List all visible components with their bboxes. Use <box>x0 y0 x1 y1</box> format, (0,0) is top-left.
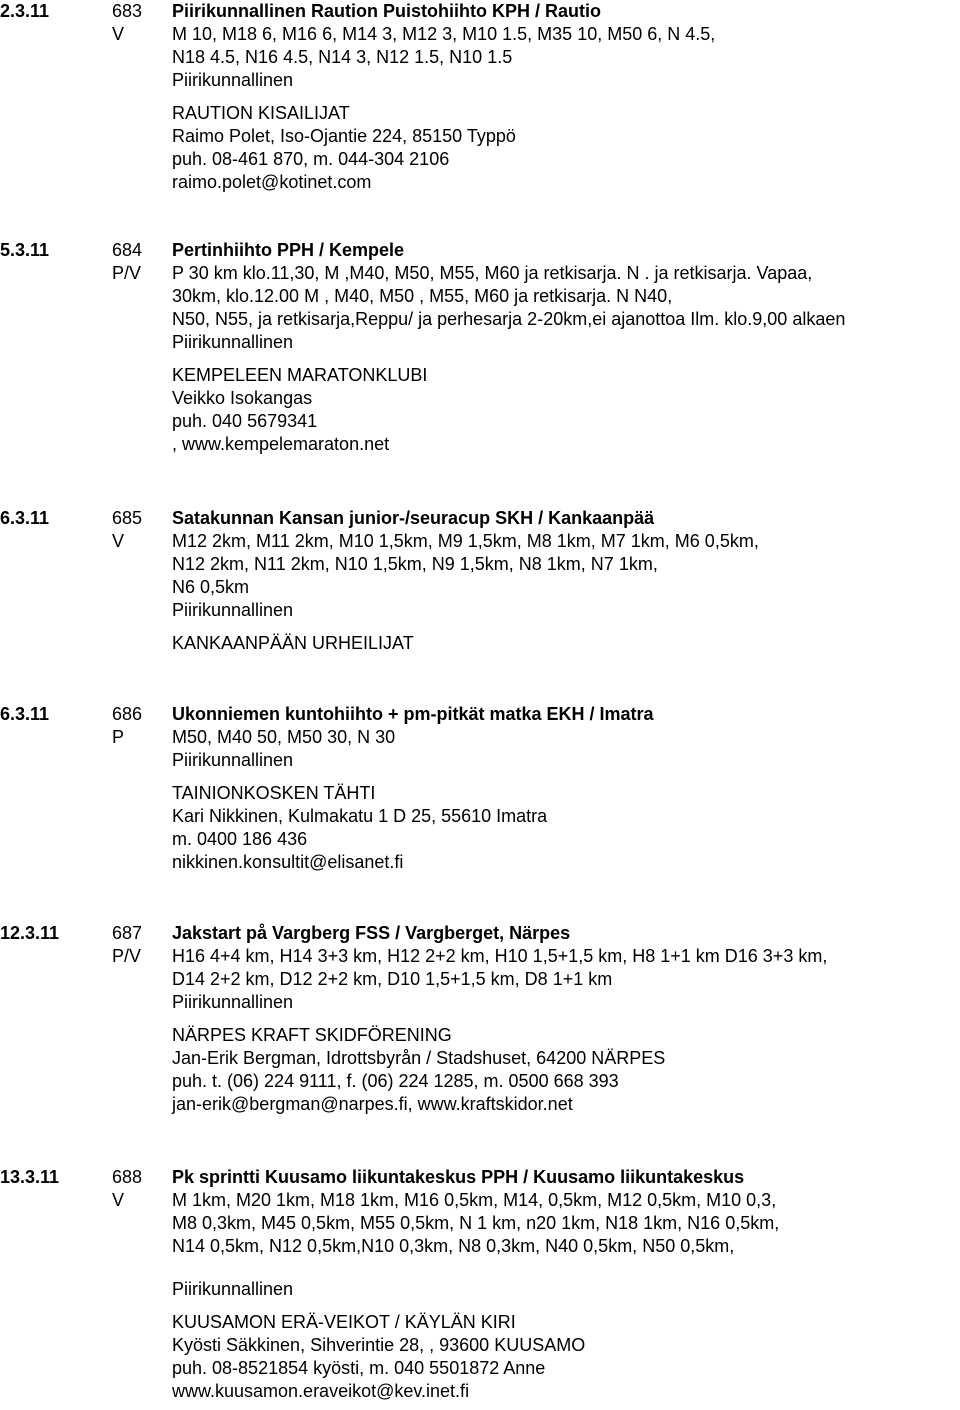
event-date: 6.3.11 <box>0 704 50 724</box>
event-level: Piirikunnallinen <box>172 70 294 90</box>
event-organizer: RAUTION KISAILIJAT <box>172 103 350 123</box>
event-number: 688 <box>112 1167 143 1187</box>
event-organizer: KUUSAMON ERÄ-VEIKOT / KÄYLÄN KIRI <box>172 1312 516 1332</box>
event-contact-line: nikkinen.konsultit@elisanet.fi <box>172 852 404 872</box>
event-contact-line: jan-erik@bergman@narpes.fi, www.kraftskidor.net <box>172 1094 573 1114</box>
event-date: 5.3.11 <box>0 240 50 260</box>
event-level: Piirikunnallinen <box>172 1279 294 1299</box>
event-contact-line: puh. 08-8521854 kyösti, m. 040 5501872 Anne <box>172 1358 546 1378</box>
event-number: 687 <box>112 923 143 943</box>
event-style-code: V <box>112 24 125 44</box>
event-details <box>172 703 960 874</box>
event-classes-line: M8 0,3km, M45 0,5km, M55 0,5km, N 1 km, n20 1km, N18 1km, N16 0,5km, <box>172 1213 780 1233</box>
event-contact-line: Jan-Erik Bergman, Idrottsbyrån / Stadshuset, 64200 NÄRPES <box>172 1048 666 1068</box>
event-contact-line: www.kuusamon.eraveikot@kev.inet.fi <box>172 1381 470 1401</box>
event-classes-line: M 1km, M20 1km, M18 1km, M16 0,5km, M14, 0,5km, M12 0,5km, M10 0,3, <box>172 1190 777 1210</box>
event-details <box>172 0 960 194</box>
event-classes-line: N50, N55, ja retkisarja,Reppu/ ja perhesarja 2-20km,ei ajanottoa Ilm. klo.9,00 alkaen <box>172 309 846 329</box>
event-title: Ukonniemen kuntohiihto + pm-pitkät matka EKH / Imatra <box>172 704 654 724</box>
event-date: 2.3.11 <box>0 1 50 21</box>
event-classes-line: N18 4.5, N16 4.5, N14 3, N12 1.5, N10 1.5 <box>172 47 513 67</box>
event-number: 686 <box>112 704 143 724</box>
event-style-code: V <box>112 1190 125 1210</box>
event-title: Satakunnan Kansan junior-/seuracup SKH / Kankaanpää <box>172 508 655 528</box>
event-details <box>172 922 960 1116</box>
event-contact-line: , www.kempelemaraton.net <box>172 434 390 454</box>
event-date: 6.3.11 <box>0 508 50 528</box>
event-contact-line: Raimo Polet, Iso-Ojantie 224, 85150 Typpö <box>172 126 516 146</box>
event-number: 683 <box>112 1 143 21</box>
event-contact-line: puh. t. (06) 224 9111, f. (06) 224 1285, m. 0500 668 393 <box>172 1071 619 1091</box>
event-details <box>172 239 960 456</box>
event-contact-line: Kyösti Säkkinen, Sihverintie 28, , 93600 KUUSAMO <box>172 1335 586 1355</box>
event-classes-line: N12 2km, N11 2km, N10 1,5km, N9 1,5km, N8 1km, N7 1km, <box>172 554 658 574</box>
event-contact-line: m. 0400 186 436 <box>172 829 308 849</box>
event-level: Piirikunnallinen <box>172 600 294 620</box>
event-details <box>172 1166 960 1403</box>
event-date: 12.3.11 <box>0 923 60 943</box>
event-details <box>172 507 960 655</box>
event-classes-line: N6 0,5km <box>172 577 250 597</box>
event-classes-line: 30km, klo.12.00 M , M40, M50 , M55, M60 ja retkisarja. N N40, <box>172 286 673 306</box>
event-number: 685 <box>112 508 143 528</box>
event-organizer: KEMPELEEN MARATONKLUBI <box>172 365 428 385</box>
event-contact-line: puh. 08-461 870, m. 044-304 2106 <box>172 149 450 169</box>
event-contact-line: raimo.polet@kotinet.com <box>172 172 372 192</box>
event-level: Piirikunnallinen <box>172 332 294 352</box>
event-title: Piirikunnallinen Raution Puistohiihto KPH / Rautio <box>172 1 602 21</box>
event-contact-line: puh. 040 5679341 <box>172 411 318 431</box>
event-organizer: NÄRPES KRAFT SKIDFÖRENING <box>172 1025 452 1045</box>
event-contact-line: Veikko Isokangas <box>172 388 313 408</box>
event-organizer: KANKAANPÄÄN URHEILIJAT <box>172 633 414 653</box>
event-classes-line: M 10, M18 6, M16 6, M14 3, M12 3, M10 1.5, M35 10, M50 6, N 4.5, <box>172 24 716 44</box>
event-number: 684 <box>112 240 143 260</box>
event-date: 13.3.11 <box>0 1167 60 1187</box>
event-classes-line: P 30 km klo.11,30, M ,M40, M50, M55, M60 ja retkisarja. N . ja retkisarja. Vapaa, <box>172 263 813 283</box>
event-style-code: P/V <box>112 946 142 966</box>
event-classes-line: N14 0,5km, N12 0,5km,N10 0,3km, N8 0,3km, N40 0,5km, N50 0,5km, <box>172 1236 735 1256</box>
event-classes-line: M12 2km, M11 2km, M10 1,5km, M9 1,5km, M8 1km, M7 1km, M6 0,5km, <box>172 531 759 551</box>
event-contact-line: Kari Nikkinen, Kulmakatu 1 D 25, 55610 Imatra <box>172 806 548 826</box>
event-title: Pertinhiihto PPH / Kempele <box>172 240 405 260</box>
event-classes-line: H16 4+4 km, H14 3+3 km, H12 2+2 km, H10 1,5+1,5 km, H8 1+1 km D16 3+3 km, <box>172 946 828 966</box>
event-style-code: P <box>112 727 125 747</box>
event-style-code: P/V <box>112 263 142 283</box>
event-title: Pk sprintti Kuusamo liikuntakeskus PPH / Kuusamo liikuntakeskus <box>172 1167 745 1187</box>
event-level: Piirikunnallinen <box>172 992 294 1012</box>
event-organizer: TAINIONKOSKEN TÄHTI <box>172 783 376 803</box>
event-level: Piirikunnallinen <box>172 750 294 770</box>
event-classes-line: D14 2+2 km, D12 2+2 km, D10 1,5+1,5 km, D8 1+1 km <box>172 969 613 989</box>
event-classes-line: M50, M40 50, M50 30, N 30 <box>172 727 396 747</box>
event-title: Jakstart på Vargberg FSS / Vargberget, Närpes <box>172 923 571 943</box>
event-style-code: V <box>112 531 125 551</box>
